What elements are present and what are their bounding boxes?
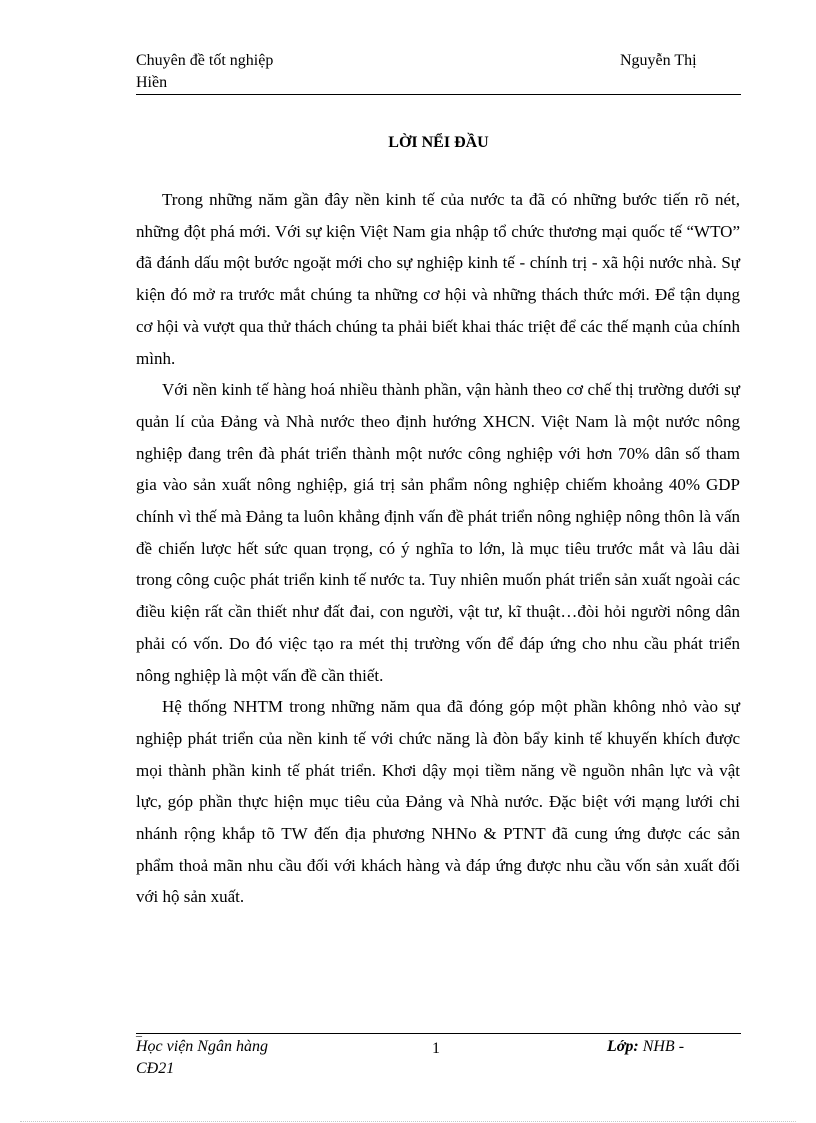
page-footer	[136, 1024, 741, 1077]
header-author: Nguyễn Thị	[620, 52, 697, 69]
footer-class	[607, 1036, 684, 1058]
document-title: LỜI NỂI ĐẦU	[388, 134, 489, 151]
paragraph: Trong những năm gần đây nền kinh tế của nước ta đã có những bước tiến rõ nét, những đột phá mới. Với sự kiện Việt Nam gia nhập tổ chức thương mại quốc tế “WTO” đã đánh dấu một bước ngoặt mới cho sự nghiệp kinh tế - chính trị - xã hội nước nhà. Sự kiện đó mở ra trước mắt chúng ta những cơ hội và những thách thức mới. Để tận dụng cơ hội và vượt qua thử thách chúng ta phải biết khai thác triệt để các thế mạnh của chính mình.	[136, 190, 740, 368]
footer-class-label: Lớp:	[607, 1038, 639, 1055]
header-title: Chuyên đề tốt nghiệp	[136, 52, 274, 69]
footer-dash: _	[136, 1024, 142, 1038]
footer-class-value: NHB -	[642, 1038, 685, 1055]
page-edge-divider	[20, 1121, 796, 1122]
paragraph: Với nền kinh tế hàng hoá nhiều thành phần, vận hành theo cơ chế thị trường dưới sự quản lí của Đảng và Nhà nước theo định hướng XHCN. Việt Nam là một nước nông nghiệp đang trên đà phát triển thành một nước công nghiệp với hơn 70% dân số tham gia vào sản xuất nông nghiệp, giá trị sản phẩm nông nghiệp chiếm khoảng 40% GDP chính vì thế mà Đảng ta luôn khẳng định vấn đề phát triển nông nghiệp nông thôn là vấn đề chiến lược hết sức quan trọng, có ý nghĩa to lớn, là mục tiêu trước mắt và lâu dài trong công cuộc phát triển kinh tế nước ta. Tuy nhiên muốn phát triển sản xuất ngoài các điều kiện rất cần thiết như đất đai, con người, vật tư, kĩ thuật…đòi hỏi người nông dân phải có vốn. Do đó việc tạo ra mét thị trường vốn để đáp ứng cho nhu cầu phát triển nông nghiệp là một vấn đề cần thiết.	[136, 380, 740, 685]
paragraph: Hệ thống NHTM trong những năm qua đã đóng góp một phần không nhỏ vào sự nghiệp phát triển của nền kinh tế với chức năng là đòn bẩy kinh tế khuyến khích được mọi thành phần kinh tế phát triển. Khơi dậy mọi tiềm năng về nguồn nhân lực và vật lực, góp phần thực hiện mục tiêu của Đảng và Nhà nước. Đặc biệt với mạng lưới chi nhánh rộng khắp tõ TW đến địa phương NHNo & PTNT đã cung ứng được các sản phẩm thoả mãn nhu cầu đối với khách hàng và đáp ứng được nhu cầu vốn sản xuất đối với hộ sản xuất.	[136, 697, 740, 907]
page-header	[136, 48, 741, 95]
page-number: 1	[432, 1040, 440, 1057]
footer-institution: Học viện Ngân hàng	[136, 1038, 268, 1055]
footer-class-code: CĐ21	[136, 1060, 175, 1077]
document-body	[136, 184, 740, 913]
header-title-continued: Hiền	[136, 74, 168, 91]
